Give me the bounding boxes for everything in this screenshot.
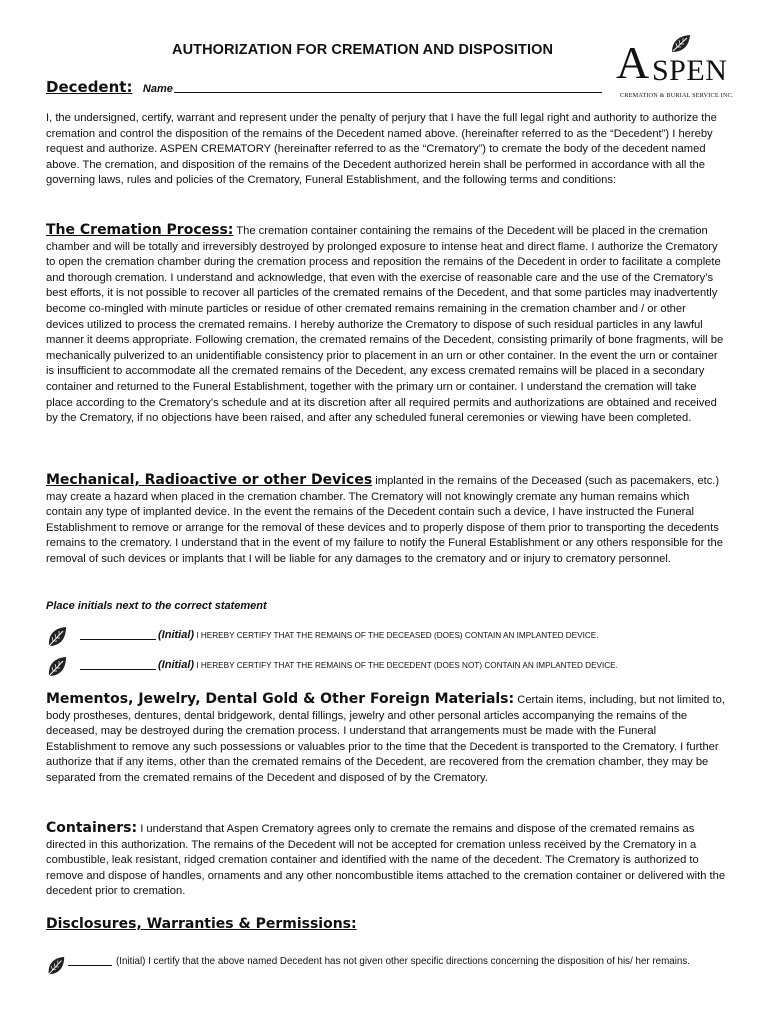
leaf-icon (46, 956, 66, 976)
mementos-body: Certain items, including, but not limited to, body prostheses, dentures, dental bridgework, dental fillings, jewelry and other personal articles accompanying the remains of the deceased, may be destroyed during the cremation process. I understand that arrangements must be made with the Funeral Establishment to remove any such possessions or valuables prior to the time that the Decedent is transported to the Crematory. I further authorize that if any items, other than the cremated remains of the Decedent, are recovered from the cremation chamber, they may be separated from the cremated remains of the Decedent and disposed of by the Crematory. (46, 694, 725, 784)
disclosure-item (46, 954, 726, 986)
name-blank-line[interactable] (174, 92, 602, 93)
leaf-icon (670, 34, 692, 54)
logo-letter-a: A (616, 37, 650, 88)
cremation-process-heading: The Cremation Process: (46, 222, 234, 238)
logo-letters-spen: SPEN (652, 54, 728, 87)
document-title: AUTHORIZATION FOR CREMATION AND DISPOSITION (172, 42, 554, 58)
initial-blank-does[interactable] (80, 639, 156, 640)
containers-heading: Containers: (46, 820, 138, 836)
mementos-section (46, 692, 726, 787)
mechanical-devices-body: implanted in the remains of the Deceased (such as pacemakers, etc.) may create a hazard when placed in the cremation chamber. The Crematory will not knowingly cremate any human remains which contain any type of implanted device. In the event the remains of the Decedent contain such a device, I have instructed the Funeral Establishment to remove or arrange for the removal of these devices and to properly dispose of them prior to transporting the decedents remains to the crematory. I understand that in the event of my failure to notify the Funeral Establishment or any others responsible for the removal of such devices or implants that I will be liable for any damages to the crematory and or injury to crematory personnel. (46, 475, 723, 565)
initial-row-does-contain (46, 626, 746, 648)
initial-label: (Initial) (158, 629, 195, 641)
disclosures-heading: Disclosures, Warranties & Permissions: (46, 916, 357, 932)
containers-section (46, 821, 726, 900)
initial-row-does-not-contain (46, 656, 746, 678)
initial-statement-does-not (158, 659, 618, 671)
initial-text: I HEREBY CERTIFY THAT THE REMAINS OF THE DECEASED (DOES) CONTAIN AN IMPLANTED DEVICE. (196, 631, 599, 640)
mechanical-devices-section (46, 473, 726, 568)
logo-subtitle: CREMATION & BURIAL SERVICE INC. (620, 92, 734, 99)
cremation-process-body: The cremation container containing the remains of the Decedent will be placed in the cremation chamber and will be totally and irreversibly destroyed by prolonged exposure to intense heat and direct flame. I authorize the Crematory to open the cremation chamber during the cremation process and reposition the remains of the Decedent in order to facilitate a complete and thorough cremation. I understand and acknowledge, that even with the exercise of reasonable care and the use of the Crematory’s best efforts, it is not possible to recover all particles of the cremated remains of the Decedent, and that some particles may inadvertently become co-mingled with minute particles or residue of other cremated remains remaining in the cremation chamber and / or other devices utilized to process the cremated remains. I hereby authorize the Crematory to dispose of such residual particles in any lawful manner it deems appropriate. Following cremation, the cremated remains of the Decedent, consisting primarily of bone fragments, will be mechanically pulverized to an unidentifiable consistency prior to placement in an urn or other container. In the event the urn or container is insufficient to accommodate all the cremated remains of the Decedent, any excess cremated remains will be placed in a secondary container and returned to the Funeral Establishment, together with the primary urn or container. I understand the cremation will take place according to the Crematory’s schedule and at its discretion after all required permits and authorizations are obtained and received by the Crematory, if no objections have been raised, and after any scheduled funeral ceremonies or viewing have been completed. (46, 225, 724, 425)
initial-statement-does (158, 629, 599, 641)
initial-label: (Initial) (158, 659, 195, 671)
disclosure-text: (Initial) I certify that the above named Decedent has not given other specific directions concerning the disposition of his/ her remains. (116, 956, 690, 967)
initial-text: I HEREBY CERTIFY THAT THE REMAINS OF THE DECEDENT (DOES NOT) CONTAIN AN IMPLANTED DEVICE. (196, 661, 618, 670)
leaf-icon (46, 656, 68, 678)
containers-body: I understand that Aspen Crematory agrees only to cremate the remains and dispose of the cremated remains as directed in this authorization. The remains of the Decedent will not be accepted for cremation unless received by the Crematory in a combustible, leak resistant, ridged cremation container and identified with the name of the decedent. The Crematory is authorized to remove and dispose of handles, ornaments and any other noncombustible items attached to the cremation container or delivered with the decedent prior to cremation. (46, 823, 726, 898)
decedent-label: Decedent: (46, 78, 133, 96)
leaf-icon (46, 626, 68, 648)
intro-paragraph: I, the undersigned, certify, warrant and represent under the penalty of perjury that I have the full legal right and authority to authorize the cremation and control the disposition of the remains of the Decedent named above. (hereinafter referred to as the “Decedent”) I hereby request and authorize. ASPEN CREMATORY (hereinafter referred to as the “Crematory”) to cremate the body of the decedent named above. The cremation, and disposition of the remains of the Decedent authorized herein shall be performed in accordance with all the governing laws, rules and policies of the Crematory, Funeral Establishment, and the following terms and conditions: (46, 112, 717, 187)
aspen-logo (612, 34, 734, 104)
initial-blank-does-not[interactable] (80, 669, 156, 670)
mementos-heading: Mementos, Jewelry, Dental Gold & Other Foreign Materials: (46, 691, 515, 707)
decedent-name-field[interactable] (46, 78, 606, 96)
mechanical-devices-heading: Mechanical, Radioactive or other Devices (46, 472, 373, 488)
cremation-process-section (46, 223, 726, 427)
initials-instruction: Place initials next to the correct statement (46, 600, 267, 612)
name-label: Name (142, 83, 173, 95)
disclosure-initial-blank[interactable] (68, 965, 112, 966)
